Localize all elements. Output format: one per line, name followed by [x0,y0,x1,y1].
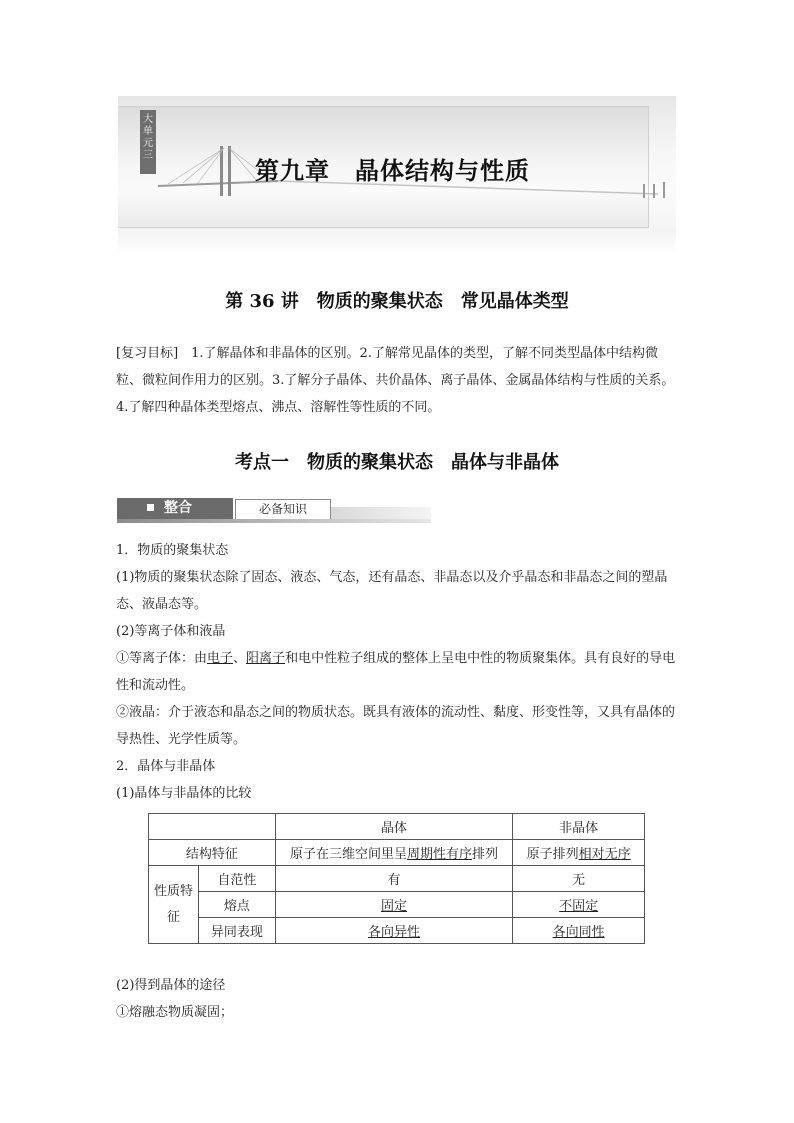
review-objectives [116,340,679,421]
text: 原子在三维空间里呈 [289,847,407,862]
table-cell-empty [149,814,276,840]
table-row [149,814,645,840]
table-row [149,866,645,892]
text: 和电中性粒子组成的整体上呈电中性的物质聚集体。具有良好的导电性和流动性。 [116,651,676,693]
underlined-text: 阳离子 [246,651,286,666]
table-row-label: 异同表现 [198,918,275,944]
underlined-text: 电子 [207,651,234,666]
section-bar [117,498,431,523]
chapter-title: 第九章 晶体结构与性质 [255,157,530,185]
paragraph-crystal-routes: (2)得到晶体的途径 [116,978,226,993]
table-cell [275,892,512,918]
table-cell: 有 [275,866,512,892]
section-tab [117,498,233,519]
heading-crystal-noncrystal: 2．晶体与非晶体 [116,759,216,774]
text: 排列 [472,847,499,862]
paragraph-states: (1)物质的聚集状态除了固态、液态、气态，还有晶态、非晶态以及介乎晶态和非晶态之间的塑晶态、液晶态等。 [116,570,668,612]
paragraph-comparison: (1)晶体与非晶体的比较 [116,786,252,801]
objectives-label: [复习目标] [116,346,179,361]
paragraph-route-1: ①熔融态物质凝固； [116,1005,234,1020]
topic-title: 考点一 物质的聚集状态 晶体与非晶体 [235,452,559,473]
heading-aggregation: 1．物质的聚集状态 [116,543,229,558]
table-row-label: 结构特征 [149,840,276,866]
underlined-text: 周期性有序 [407,847,473,862]
text: 、 [233,651,247,666]
table-header: 非晶体 [513,814,645,840]
table-cell [513,892,645,918]
section-tab-label: 整合 [164,500,192,516]
main-content [116,537,679,807]
paragraph-liquid-crystal: ②液晶：介于液态和晶态之间的物质状态。既具有液体的流动性、黏度、形变性等，又具有晶体的导热性、光学性质等。 [116,705,676,747]
banner-fade [118,231,676,254]
paragraph-plasma-liquid-crystal: (2)等离子体和液晶 [116,624,226,639]
chapter-banner [118,96,676,254]
section-label: 必备知识 [235,499,331,520]
underlined-text: 相对无序 [578,847,631,862]
underlined-text: 固定 [381,899,408,914]
table-row-label: 熔点 [198,892,275,918]
lesson-title: 第 36 讲 物质的聚集状态 常见晶体类型 [225,291,569,312]
content-continued [116,972,679,1026]
section-bar-underline [117,519,431,523]
table-cell: 无 [513,866,645,892]
table-cell [275,918,512,944]
underlined-text: 各向异性 [368,925,421,940]
table-row-label: 自范性 [198,866,275,892]
underlined-text: 不固定 [559,899,599,914]
table-cell [513,918,645,944]
text: ①等离子体：由 [116,651,208,666]
underlined-text: 各向同性 [552,925,605,940]
square-icon [147,504,154,511]
comparison-table [148,813,645,944]
table-row [149,840,645,866]
table-cell [275,840,512,866]
unit-tag: 大单元三 [140,110,156,174]
section-bar-tail [331,507,431,519]
paragraph-plasma [116,645,679,699]
table-row [149,892,645,918]
table-group-label: 性质特征 [149,866,199,944]
table-row [149,918,645,944]
text: 原子排列 [526,847,579,862]
table-header: 晶体 [275,814,512,840]
table-cell [513,840,645,866]
objectives-text: 1.了解晶体和非晶体的区别。2.了解常见晶体的类型，了解不同类型晶体中结构微粒、微粒间作用力的区别。3.了解分子晶体、共价晶体、离子晶体、金属晶体结构与性质的关系。4.了解四种晶体类型熔点、沸点、溶解性等性质的不同。 [116,346,675,415]
